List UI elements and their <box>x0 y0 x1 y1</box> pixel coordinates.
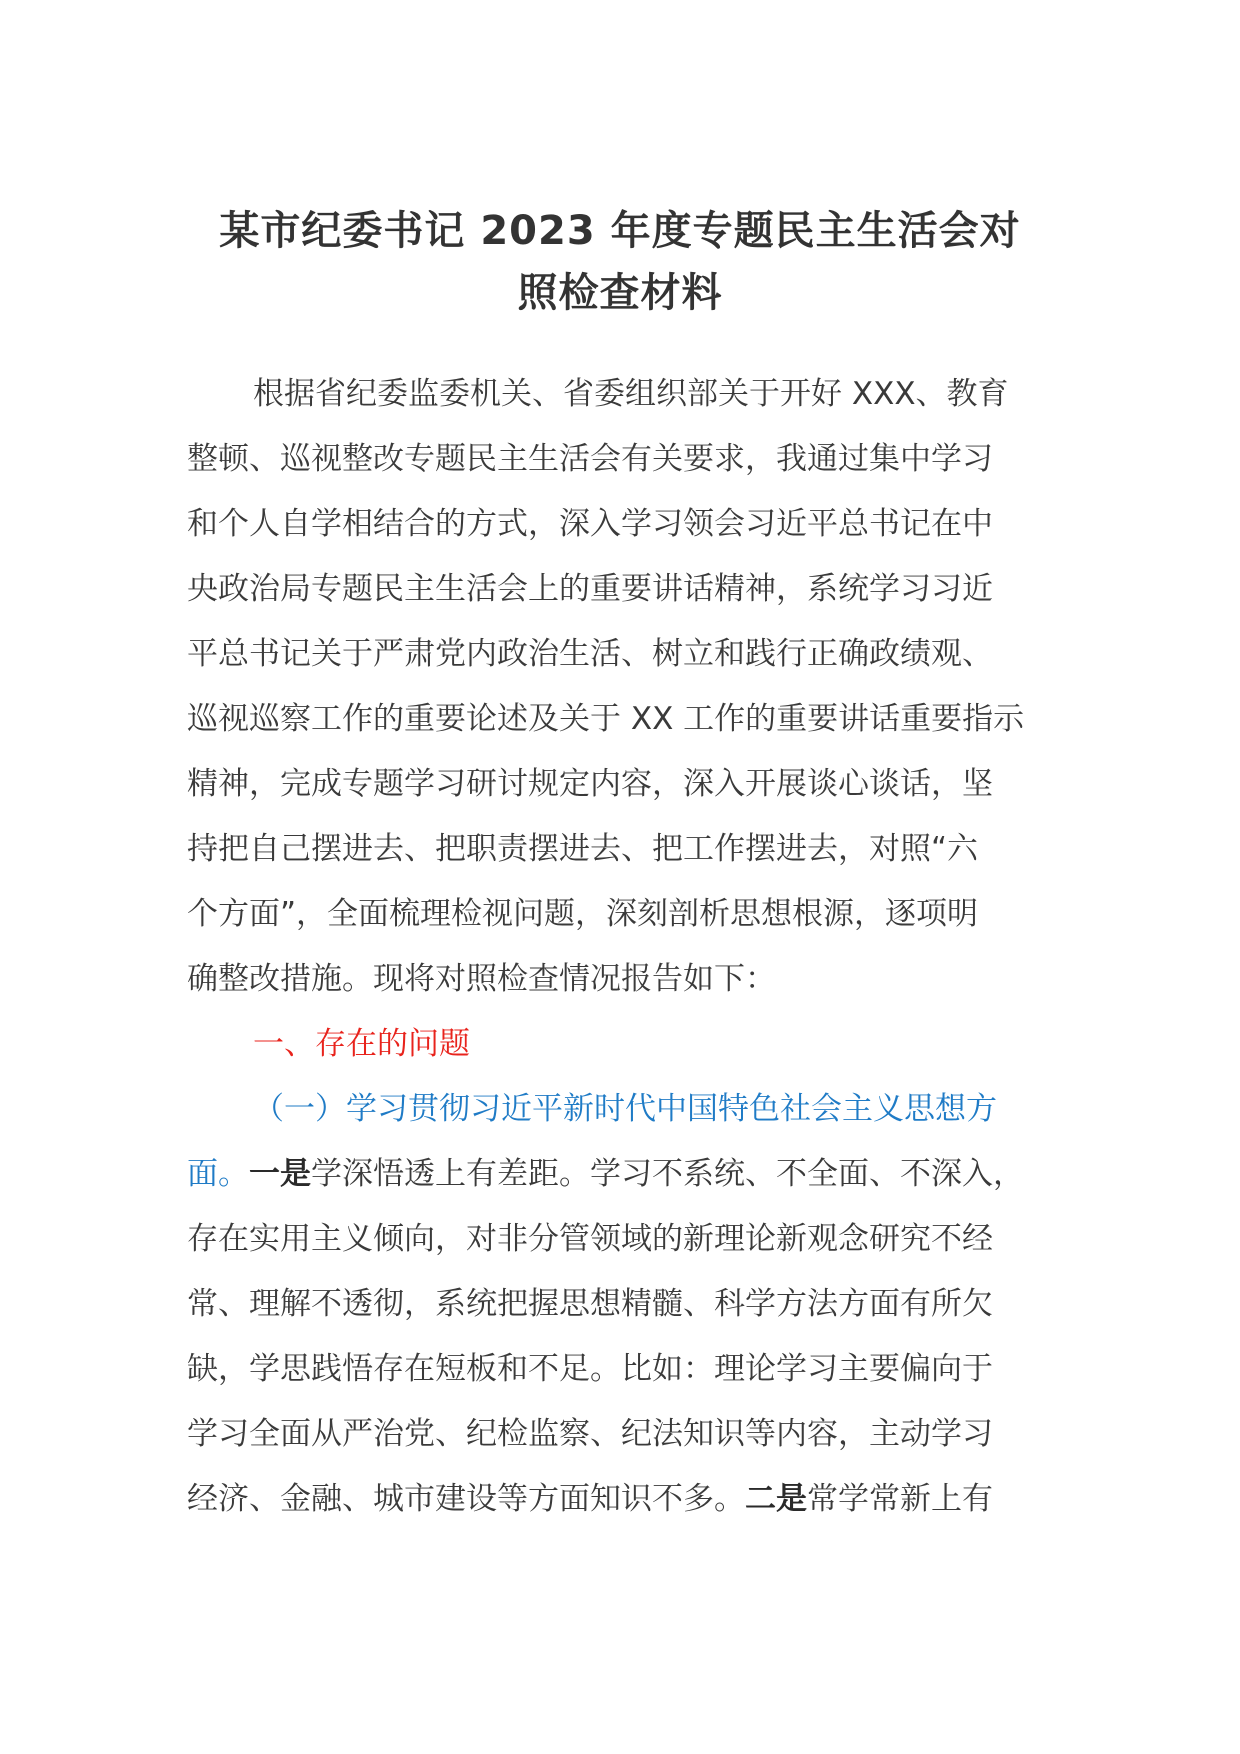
intro-line: 确整改措施。现将对照检查情况报告如下： <box>187 961 776 997</box>
title-line-1: 某市纪委书记 2023 年度专题民主生活会对 <box>219 208 1021 254</box>
body-line: 常、理解不透彻，系统把握思想精髓、科学方法方面有所欠 <box>187 1286 993 1322</box>
section-heading: 一、存在的问题 <box>253 1026 470 1062</box>
intro-line: 持把自己摆进去、把职责摆进去、把工作摆进去，对照“六 <box>187 831 979 867</box>
intro-line: 和个人自学相结合的方式，深入学习领会习近平总书记在中 <box>187 506 993 542</box>
document-body <box>187 362 1057 1532</box>
intro-line: 精神，完成专题学习研讨规定内容，深入开展谈心谈话，坚 <box>187 766 993 802</box>
point-two-text: 常学常新上有 <box>807 1481 993 1517</box>
body-line: 学习全面从严治党、纪检监察、纪法知识等内容，主动学习 <box>187 1416 993 1452</box>
intro-line: 整顿、巡视整改专题民主生活会有关要求，我通过集中学习 <box>187 441 993 477</box>
last-line-start: 经济、金融、城市建设等方面知识不多。 <box>187 1481 745 1517</box>
body-line: 缺，学思践悟存在短板和不足。比如：理论学习主要偏向于 <box>187 1351 993 1387</box>
subsection-heading-tail: 面。 <box>187 1156 249 1192</box>
intro-line: 央政治局专题民主生活会上的重要讲话精神，系统学习习近 <box>187 571 993 607</box>
intro-line: 个方面”，全面梳理检视问题，深刻剖析思想根源，逐项明 <box>187 896 979 932</box>
intro-line: 根据省纪委监委机关、省委组织部关于开好 XXX、教育 <box>253 376 1009 412</box>
body-line <box>187 1467 1057 1532</box>
intro-line: 平总书记关于严肃党内政治生活、树立和践行正确政绩观、 <box>187 636 993 672</box>
document-title <box>150 200 1090 324</box>
subsection-heading: （一）学习贯彻习近平新时代中国特色社会主义思想方 <box>253 1091 997 1127</box>
subsection-line <box>187 1142 1057 1207</box>
point-marker-one: 一是 <box>249 1156 311 1192</box>
intro-line: 巡视巡察工作的重要论述及关于 XX 工作的重要讲话重要指示 <box>187 701 1025 737</box>
title-line-2: 照检查材料 <box>517 270 723 316</box>
point-one-text: 学深悟透上有差距。学习不系统、不全面、不深入， <box>311 1156 1024 1192</box>
body-line: 存在实用主义倾向，对非分管领域的新理论新观念研究不经 <box>187 1221 993 1257</box>
point-marker-two: 二是 <box>745 1481 807 1517</box>
